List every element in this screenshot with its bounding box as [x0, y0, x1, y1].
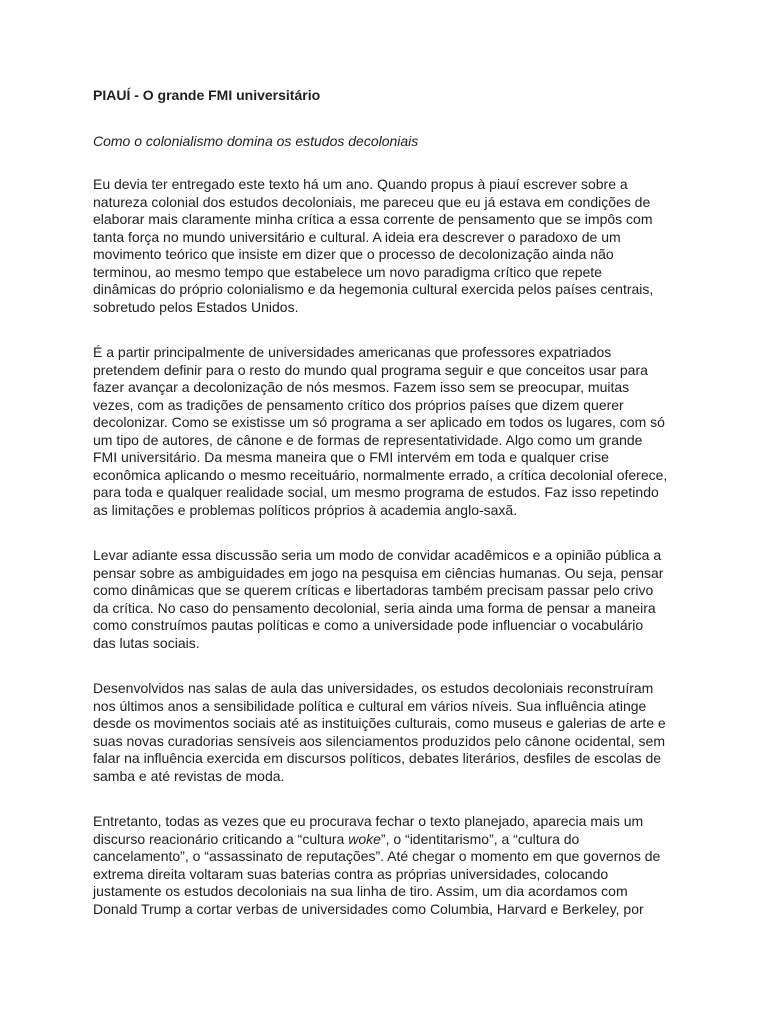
- paragraph-line: movimento teórico que insiste em dizer que o processo de decolonização ainda não: [93, 246, 614, 262]
- paragraph-line: cancelamento”, o “assassinato de reputações”. Até chegar o momento em que governos de: [93, 848, 661, 864]
- paragraph-line: econômica aplicando o mesmo receituário, normalmente errado, a crítica decolonial oferece,: [93, 466, 668, 483]
- paragraph-line: nos últimos anos a sensibilidade política e cultural em vários níveis. Sua influência atinge: [93, 697, 647, 714]
- paragraph-line: dinâmicas do próprio colonialismo e da hegemonia cultural exercida pelos países centrais,: [93, 281, 654, 297]
- document-page: [93, 86, 683, 918]
- paragraph-line: Entretanto, todas as vezes que eu procurava fechar o texto planejado, aparecia mais um: [93, 813, 644, 829]
- paragraph-2: [93, 344, 683, 519]
- paragraph-line: Eu devia ter entregado este texto há um ano. Quando propus à piauí escrever sobre a: [93, 176, 628, 192]
- document-body: [93, 176, 683, 785]
- paragraph-line: extrema direita voltaram suas baterias contra as próprias universidades, colocando: [93, 865, 609, 882]
- paragraph-line: sobretudo pelos Estados Unidos.: [93, 298, 299, 315]
- paragraph-3: [93, 547, 683, 652]
- italic-term: woke: [348, 830, 381, 847]
- paragraph-line: como construímos pautas políticas e como a universidade pode influenciar o vocabulário: [93, 617, 644, 633]
- paragraph-line: pensar sobre as ambiguidades em jogo na pesquisa em ciências humanas. Ou seja, pensar: [93, 564, 664, 581]
- paragraph-line: [93, 831, 683, 849]
- paragraph-1: [93, 176, 683, 316]
- paragraph-line: decolonizar. Como se existisse um só programa a ser aplicado em todos os lugares, com só: [93, 414, 665, 430]
- paragraph-line: justamente os estudos decoloniais na sua linha de tiro. Assim, um dia acordamos com: [93, 883, 628, 899]
- paragraph-line: Donald Trump a cortar verbas de universidades como Columbia, Harvard e Berkeley, por: [93, 900, 644, 917]
- paragraph-line: das lutas sociais.: [93, 634, 200, 651]
- paragraph-line: tanta força no mundo universitário e cultural. A ideia era descrever o paradoxo de um: [93, 228, 621, 245]
- paragraph-line: Desenvolvidos nas salas de aula das universidades, os estudos decoloniais reconstruíram: [93, 680, 654, 696]
- paragraph-line: da crítica. No caso do pensamento decolonial, seria ainda uma forma de pensar a maneira: [93, 599, 656, 616]
- paragraph-5: [93, 813, 683, 918]
- document-title: PIAUÍ - O grande FMI universitário: [93, 87, 321, 103]
- paragraph-line: vezes, com as tradições de pensamento crítico dos próprios países que dizem querer: [93, 396, 624, 413]
- paragraph-line: suas novas curadorias sensíveis aos silenciamentos produzidos pelo cânone ocidental, sem: [93, 732, 665, 749]
- paragraph-line: É a partir principalmente de universidades americanas que professores expatriados: [93, 344, 612, 360]
- paragraph-line: fazer avançar a decolonização de nós mesmos. Fazem isso sem se preocupar, muitas: [93, 379, 630, 395]
- paragraph-line: terminou, ao mesmo tempo que estabelece um novo paradigma crítico que repete: [93, 263, 602, 280]
- paragraph-line: natureza colonial dos estudos decoloniais, me pareceu que eu já estava em condições de: [93, 193, 651, 210]
- paragraph-line: elaborar mais claramente minha crítica a essa corrente de pensamento que se impôs com: [93, 211, 653, 227]
- paragraph-line: para toda e qualquer realidade social, um mesmo programa de estudos. Faz isso repetindo: [93, 484, 659, 500]
- paragraph-line: pretendem definir para o resto do mundo qual programa seguir e que conceitos usar para: [93, 361, 648, 378]
- paragraph-line: samba e até revistas de moda.: [93, 767, 285, 784]
- paragraph-line: FMI universitário. Da mesma maneira que o FMI intervém em toda e qualquer crise: [93, 449, 609, 465]
- text-segment: ”, o “identitarismo”, a “cultura do: [380, 830, 580, 847]
- paragraph-line: como dinâmicas que se querem críticas e libertadoras também precisam passar pelo crivo: [93, 582, 654, 598]
- paragraph-line: as limitações e problemas políticos próprios à academia anglo-saxã.: [93, 501, 518, 518]
- paragraph-4: [93, 680, 683, 785]
- paragraph-line: um tipo de autores, de cânone e de formas de representatividade. Algo como um grande: [93, 431, 643, 448]
- document-subtitle: Como o colonialismo domina os estudos decoloniais: [93, 133, 419, 149]
- paragraph-line: desde os movimentos sociais até as instituições culturais, como museus e galerias de arte e: [93, 715, 666, 731]
- paragraph-line: Levar adiante essa discussão seria um modo de convidar acadêmicos e a opinião pública a: [93, 547, 662, 563]
- paragraph-line: falar na influência exercida em discursos políticos, debates literários, desfiles de escolas de: [93, 750, 662, 766]
- text-segment: discurso reacionário criticando a “cultura: [93, 830, 349, 847]
